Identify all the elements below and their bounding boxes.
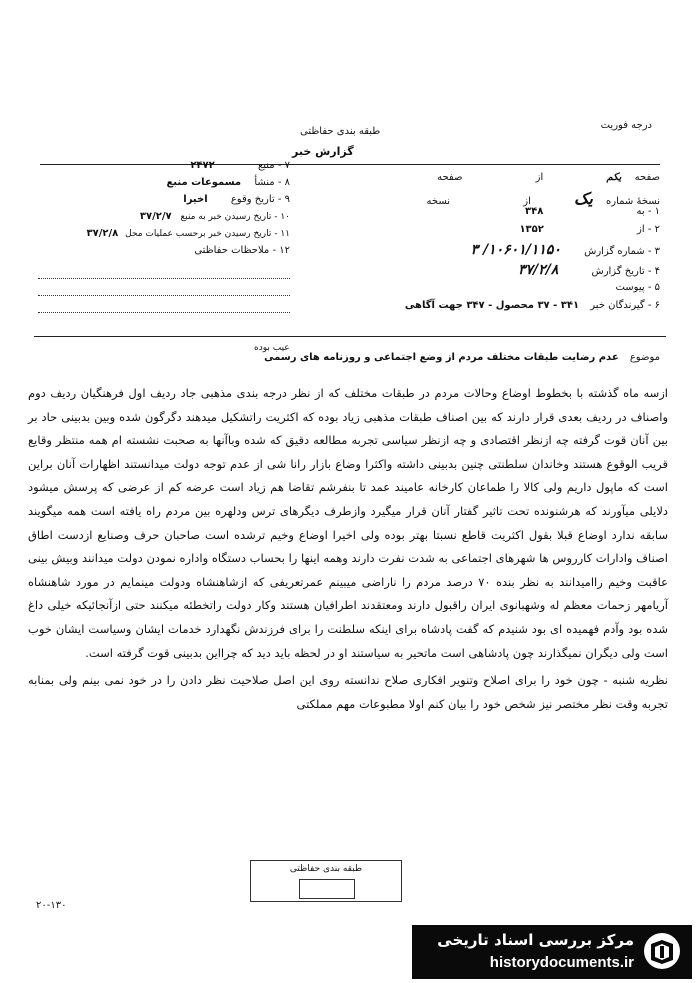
attachment-field: ۵ - پیوست bbox=[615, 282, 660, 293]
copy-value: یک bbox=[574, 189, 593, 208]
report-number-value: ۱۰۶۰۱/۱۱۵۰/ ۳ bbox=[470, 242, 561, 258]
local-receipt-date-value: ۳۷/۲/۸ bbox=[86, 228, 119, 239]
occurrence-date-value: اخیرا bbox=[183, 194, 208, 205]
report-body bbox=[28, 382, 668, 716]
from-value: ۱۳۵۲ bbox=[519, 224, 544, 235]
security-notes-field: ۱۲ - ملاحظات حفاظتی bbox=[194, 245, 290, 256]
page-value: یکم bbox=[606, 172, 622, 183]
logo-emblem-icon bbox=[642, 931, 682, 971]
body-paragraph-2: نظریه شنبه - چون خود را برای اصلاح وتنویر افکاری صلاح ندانسته روی این اصل صلاحیت نظر دادن را در خود نمی بینم ولی بمنابه تجربه وقت نظر مختصر نیز شخص خود را بیان کنم اولا مطبوعات مهم مملکتی bbox=[28, 673, 668, 711]
origin-field: ۸ - منشأ مسموعات منبع bbox=[166, 177, 290, 188]
occurrence-date-field: ۹ - تاریخ وقوع اخیرا bbox=[183, 194, 290, 205]
classification-stamp bbox=[250, 860, 402, 902]
fields-rule bbox=[34, 336, 666, 337]
source-value: ۲۴۷۲ bbox=[190, 160, 215, 171]
page-field: صفحه یکم از صفحه bbox=[437, 172, 660, 183]
body-paragraph-1: ازسه ماه گذشته با بخطوط اوضاع وحالات مردم در طبقات مختلف که از نظر درجه بندی مذهبی جاد ردیف اول فرهنگیان ردیف دوم واصناف در ردیف بعدی قرار دارند که بین اصناف طبقات مذهبی زیاد بوده که اکثریت راتشکیل میدهند دگرگون شده وبین بدبینی حاد بر بین آنان قوت گرفته چه ازنظر اقتصادی و چه ازنظر سیاسی تجربه مطالعه دقیق که شده وباآنها به صحبت نشسته ام همه منتظر وقایع قریب الوقوع هستند وخاندان سلطنتی چنین بدبینی داشته واکثرا وضاع بازار رانا شی از عدم توجه دولت میدانستند اظهارات آنان براین است که ماپول داریم ولی کالا را طماعان کارخانه عامیند عمد تا بنفرشم تقاضا هم زیاد است عرضه کم از عرضی که پرسش میشود دلایلی میآورند که هرشنونده تحت تاثیر گفتار آنان قرار میگیرد وازطرف دیگرهای ترس ودلهره بین مردم راه یافته است همه میگویند سابقه ندارد اوضاع قبلا بقول اکثریت قاطع نسبتا بهتر بوده ولی اخیرا اوضاع وخیم ترشده است صاحبان حرف وصنایع ازدست اطاق اصناف وادارات کارروس ها شهرهای اجتماعی به شدت نفرت دارند وهمه اینها را بحساب دستگاه واداره نمودن دولت میدانند وبیش بینی عاقبت وخیم راامیدانند به نظر بنده ۷۰ درصد مردم را ناراضی میبینم عمرتعریفی که ازشاهنشاه ودولت مینمایم در مورد شاهنشاه آریامهر زحمات معظم له وشهبانوی ایران راقبول دارند ومعتقدند اطرافیان هستند وکار دولت راتخطئه میکنند حتی ازآنجائیکه خیلی داغ شده بود وآدم فهمیده ای بود شنیدم که گفت پادشاه برای اینکه سلطنت را برای فرزندش نگهدارد خدمات ایشان وسیاست ایشان خوب است ولی دیگران نمیگذارند چون پادشاهی است ماتحیر به سیاستند او در لحظه باید دید که چرااین بدبینی قوت گرفته است. bbox=[28, 386, 669, 660]
origin-value: مسموعات منبع bbox=[166, 177, 242, 188]
archive-logo bbox=[412, 925, 692, 979]
copy-field: نسخهٔ شماره یک از نسخه bbox=[426, 189, 660, 208]
right-field-block bbox=[360, 172, 660, 318]
classification-top: طبقه بندی حفاظتی bbox=[300, 126, 381, 137]
report-date-field: ۴ - تاریخ گزارش ۳۷/۲/۸ bbox=[517, 262, 660, 278]
subject-line bbox=[40, 352, 660, 363]
report-number-field: ۳ - شماره گزارش ۱۰۶۰۱/۱۱۵۰/ ۳ bbox=[470, 242, 660, 258]
stamp-box bbox=[299, 879, 355, 899]
local-receipt-date-field: ۱۱ - تاریخ رسیدن خبر برحسب عملیات محل ۳۷/۲/۸ bbox=[86, 228, 290, 239]
source-receipt-date-field: ۱۰ - تاریخ رسیدن خبر به منبع ۳۷/۲/۷ bbox=[139, 211, 290, 222]
notes-line-3 bbox=[38, 296, 290, 313]
classification-bottom: طبقه بندی حفاظتی bbox=[289, 864, 363, 874]
reference-number: ۲۰-۱۳۰ bbox=[36, 900, 67, 911]
left-field-block bbox=[28, 160, 290, 313]
notes-line-1 bbox=[38, 262, 290, 279]
source-field: ۷ - منبع ۲۴۷۲ bbox=[190, 160, 290, 171]
recipients-value: ۳۴۱ - ۳۷ محصول - ۳۴۷ جهت آگاهی bbox=[404, 300, 580, 311]
report-title: گزارش خبر bbox=[292, 145, 354, 158]
to-value: ۳۴۸ bbox=[525, 206, 544, 217]
report-date-value: ۳۷/۲/۸ bbox=[517, 262, 559, 278]
to-field: ۱ - به ۳۴۸ bbox=[525, 206, 660, 217]
priority-label: درجه فوریت bbox=[600, 120, 652, 131]
subject-label: موضوع bbox=[629, 352, 660, 363]
subject-insert: عیب بوده bbox=[254, 343, 290, 353]
recipients-field: ۶ - گیرندگان خبر ۳۴۱ - ۳۷ محصول - ۳۴۷ جهت آگاهی bbox=[404, 300, 660, 311]
notes-line-2 bbox=[38, 279, 290, 296]
logo-title: مرکز بررسی اسناد تاریخی bbox=[437, 931, 634, 949]
subject-text: عدم رضایت طبقات مختلف مردم از وضع اجتماعی و روزنامه های رسمی bbox=[264, 352, 619, 363]
source-receipt-date-value: ۳۷/۲/۷ bbox=[139, 211, 172, 222]
from-field: ۲ - از ۱۳۵۲ bbox=[519, 224, 660, 235]
logo-url: historydocuments.ir bbox=[489, 954, 634, 971]
